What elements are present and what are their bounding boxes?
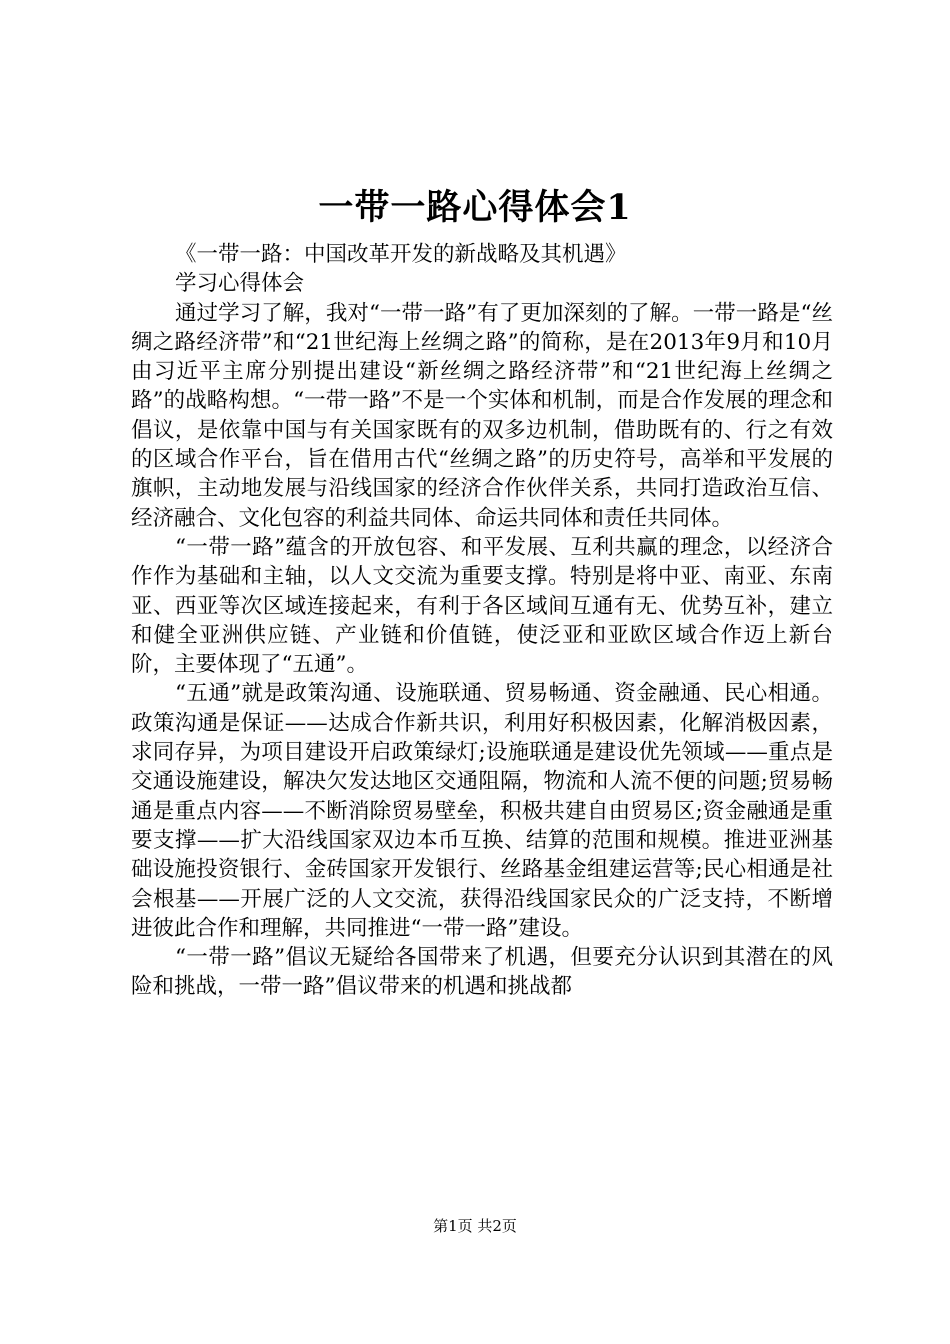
paragraph: “一带一路”蕴含的开放包容、和平发展、互利共赢的理念，以经济合作作为基础和主轴，以人文交流为重要支撑。特别是将中亚、南亚、东南亚、西亚等次区域连接起来，有利于各区域间互通有无、优势互补，建立和健全亚洲供应链、产业链和价值链，使泛亚和亚欧区域合作迈上新台阶，主要体现了“五通”。 <box>131 534 833 678</box>
paragraph: “一带一路”倡议无疑给各国带来了机遇，但要充分认识到其潜在的风险和挑战，一带一路”倡议带来的机遇和挑战都 <box>131 945 833 1000</box>
page-footer: 第1页 共2页 <box>433 1217 517 1235</box>
subtitle-line: 《一带一路：中国改革开发的新战略及其机遇》 <box>175 242 627 267</box>
paragraph: “五通”就是政策沟通、设施联通、贸易畅通、资金融通、民心相通。政策沟通是保证——达成合作新共识，利用好积极因素，化解消极因素，求同存异，为项目建设开启政策绿灯;设施联通是建设优先领域——重点是交通设施建设，解决欠发达地区交通阻隔，物流和人流不便的问题;贸易畅通是重点内容——不断消除贸易壁垒，积极共建自由贸易区;资金融通是重要支撑——扩大沿线国家双边本币互换、结算的范围和规模。推进亚洲基础设施投资银行、金砖国家开发银行、丝路基金组建运营等;民心相通是社会根基——开展广泛的人文交流，获得沿线国家民众的广泛支持，不断增进彼此合作和理解，共同推进“一带一路”建设。 <box>131 681 833 941</box>
subtitle-line-2: 学习心得体会 <box>175 271 305 297</box>
document-body <box>131 240 833 1002</box>
paragraph: 通过学习了解，我对“一带一路”有了更加深刻的了解。一带一路是“丝绸之路经济带”和“21世纪海上丝绸之路”的简称，是在2013年9月和10月由习近平主席分别提出建设“新丝绸之路经济带”和“21世纪海上丝绸之路”的战略构想。“一带一路”不是一个实体和机制，而是合作发展的理念和倡议，是依靠中国与有关国家既有的双多边机制，借助既有的、行之有效的区域合作平台，旨在借用古代“丝绸之路”的历史符号，高举和平发展的旗帜，主动地发展与沿线国家的经济合作伙伴关系，共同打造政治互信、经济融合、文化包容的利益共同体、命运共同体和责任共同体。 <box>131 300 833 531</box>
document-title: 一带一路心得体会1 <box>318 187 632 228</box>
